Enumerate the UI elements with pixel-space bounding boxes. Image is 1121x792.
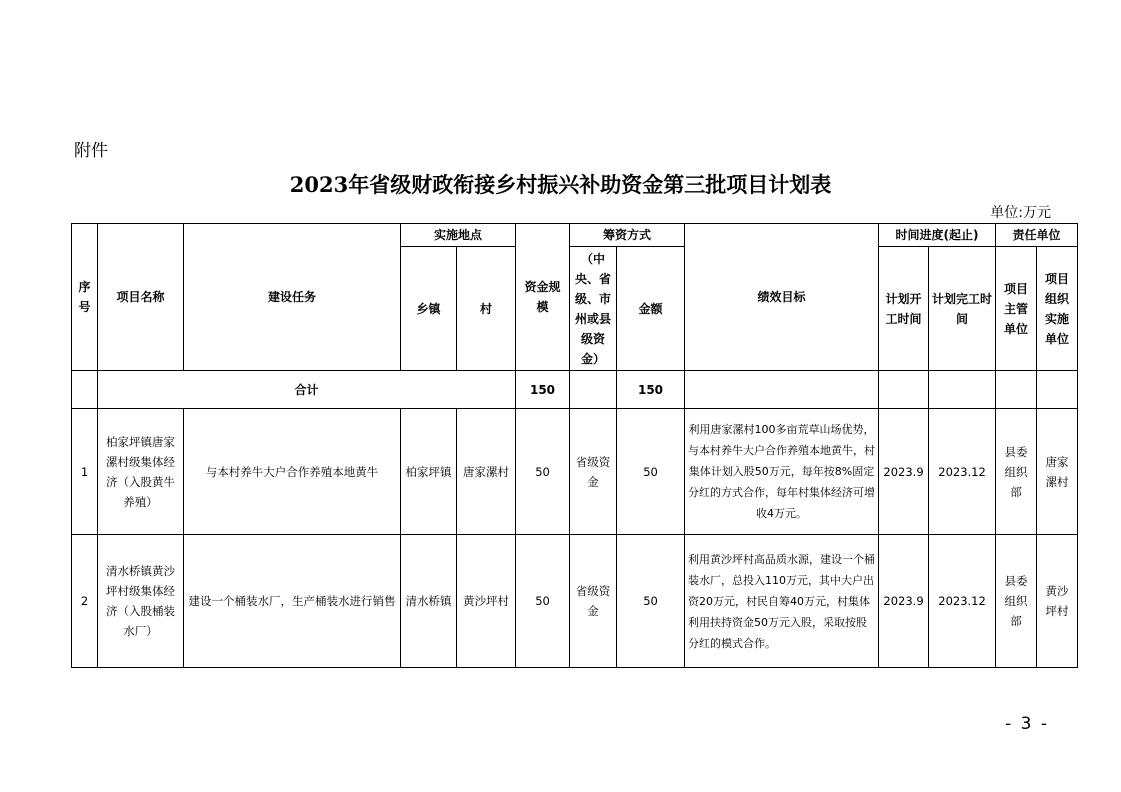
- row-source: 省级资金: [570, 409, 617, 535]
- row-seq: 1: [72, 409, 98, 535]
- total-label: 合计: [98, 371, 516, 409]
- row-scale: 50: [516, 535, 570, 668]
- row-seq: 2: [72, 535, 98, 668]
- document-title: 2023年省级财政衔接乡村振兴补助资金第三批项目计划表: [289, 172, 832, 197]
- header-task: 建设任务: [184, 224, 401, 371]
- header-source: （中央、省级、市州或县级资金）: [570, 247, 617, 371]
- table-row: [72, 535, 1078, 668]
- header-schedule: 时间进度(起止): [879, 224, 996, 247]
- header-seq: 序号: [72, 224, 98, 371]
- total-row: [72, 371, 1078, 409]
- header-responsible: 责任单位: [996, 224, 1078, 247]
- header-funding: 筹资方式: [570, 224, 685, 247]
- header-town: 乡镇: [401, 247, 457, 371]
- table-row: [72, 409, 1078, 535]
- header-village: 村: [457, 247, 516, 371]
- row-dept: 县委组织部: [996, 409, 1037, 535]
- row-end: 2023.12: [929, 409, 996, 535]
- total-goal-cell: [685, 371, 879, 409]
- header-start: 计划开工时间: [879, 247, 929, 371]
- header-location: 实施地点: [401, 224, 516, 247]
- page-number: - 3 -: [1005, 714, 1049, 734]
- row-start: 2023.9: [879, 409, 929, 535]
- total-scale: 150: [516, 371, 570, 409]
- row-scale: 50: [516, 409, 570, 535]
- total-amount: 150: [617, 371, 685, 409]
- row-town: 柏家坪镇: [401, 409, 457, 535]
- header-goal: 绩效目标: [685, 224, 879, 371]
- total-end-cell: [929, 371, 996, 409]
- header-impl: 项目组织实施单位: [1037, 247, 1078, 371]
- total-dept-cell: [996, 371, 1037, 409]
- row-end: 2023.12: [929, 535, 996, 668]
- attachment-label: 附件: [74, 141, 108, 161]
- row-amount: 50: [617, 535, 685, 668]
- project-plan-table: [71, 223, 1078, 668]
- header-amount: 金额: [617, 247, 685, 371]
- row-task: 与本村养牛大户合作养殖本地黄牛: [184, 409, 401, 535]
- total-impl-cell: [1037, 371, 1078, 409]
- row-task: 建设一个桶装水厂，生产桶装水进行销售: [184, 535, 401, 668]
- row-impl: 唐家漯村: [1037, 409, 1078, 535]
- total-start-cell: [879, 371, 929, 409]
- row-amount: 50: [617, 409, 685, 535]
- total-source-cell: [570, 371, 617, 409]
- row-name: 清水桥镇黄沙坪村级集体经济（入股桶装水厂）: [98, 535, 184, 668]
- header-end: 计划完工时间: [929, 247, 996, 371]
- row-impl: 黄沙坪村: [1037, 535, 1078, 668]
- total-seq-cell: [72, 371, 98, 409]
- row-source: 省级资金: [570, 535, 617, 668]
- row-village: 黄沙坪村: [457, 535, 516, 668]
- header-name: 项目名称: [98, 224, 184, 371]
- row-village: 唐家漯村: [457, 409, 516, 535]
- row-dept: 县委组织部: [996, 535, 1037, 668]
- unit-label: 单位:万元: [990, 205, 1051, 221]
- header-row-1: [72, 224, 1078, 247]
- row-goal: 利用唐家漯村100多亩荒草山场优势，与本村养牛大户合作养殖本地黄牛，村集体计划入股50万元，每年按8%固定分红的方式合作，每年村集体经济可增收4万元。: [685, 409, 879, 535]
- header-dept: 项目主管单位: [996, 247, 1037, 371]
- row-goal: 利用黄沙坪村高品质水源，建设一个桶装水厂，总投入110万元，其中大户出资20万元，村民自筹40万元，村集体利用扶持资金50万元入股，采取按股分红的模式合作。: [685, 535, 879, 668]
- row-town: 清水桥镇: [401, 535, 457, 668]
- header-scale: 资金规模: [516, 224, 570, 371]
- row-start: 2023.9: [879, 535, 929, 668]
- row-name: 柏家坪镇唐家漯村级集体经济（入股黄牛养殖）: [98, 409, 184, 535]
